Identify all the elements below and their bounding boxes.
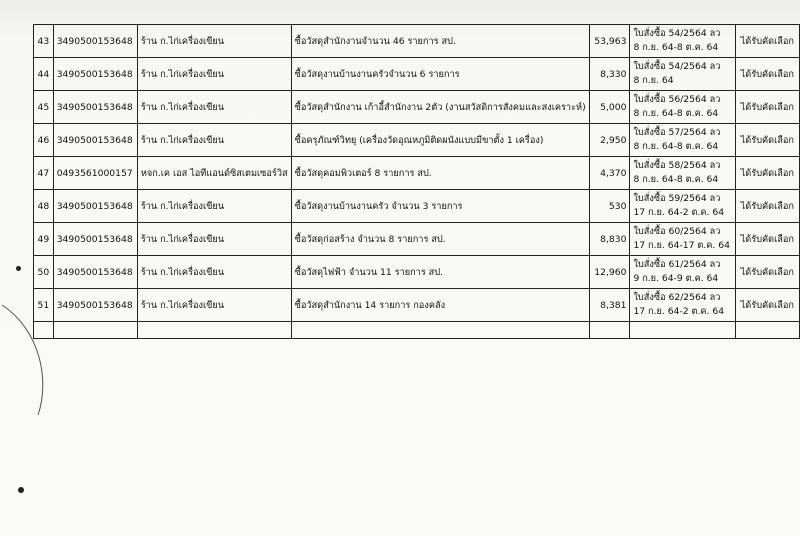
purchase-order-line: ใบสั่งซื้อ 57/2564 ลว (633, 127, 721, 138)
purchase-order-cell (630, 124, 735, 157)
vendor-cell: ร้าน ก.ไก่เครื่องเขียน (137, 91, 291, 124)
amount-cell: 53,963 (589, 25, 630, 58)
purchase-order-line: 8 ก.ย. 64-8 ต.ค. 64 (633, 174, 719, 185)
purchase-order-line: ใบสั่งซื้อ 60/2564 ลว (633, 226, 721, 237)
purchase-order-line: 17 ก.ย. 64-17 ต.ค. 64 (633, 240, 730, 251)
purchase-order-line: 8 ก.ย. 64-8 ต.ค. 64 (633, 141, 719, 152)
purchase-order-cell (630, 190, 735, 223)
vendor-cell: ร้าน ก.ไก่เครื่องเขียน (137, 58, 291, 91)
purchase-order-cell (630, 91, 735, 124)
purchase-order-line: ใบสั่งซื้อ 58/2564 ลว (633, 160, 721, 171)
table-row (34, 91, 800, 124)
purchase-order-line: 8 ก.ย. 64-8 ต.ค. 64 (633, 108, 719, 119)
tax-id-cell: 3490500153648 (53, 124, 137, 157)
tax-id-cell: 3490500153648 (53, 190, 137, 223)
amount-cell: 2,950 (589, 124, 630, 157)
result-cell: ได้รับคัดเลือก (735, 58, 799, 91)
punch-mark-top (16, 266, 21, 271)
purchase-order-line: ใบสั่งซื้อ 54/2564 ลว (633, 28, 721, 39)
empty-cell (735, 322, 799, 339)
row-number: 47 (34, 157, 54, 190)
result-cell: ได้รับคัดเลือก (735, 91, 799, 124)
description-cell: ซื้อวัสดุก่อสร้าง จำนวน 8 รายการ สป. (291, 223, 589, 256)
row-number: 44 (34, 58, 54, 91)
row-number: 45 (34, 91, 54, 124)
vendor-cell: ร้าน ก.ไก่เครื่องเขียน (137, 256, 291, 289)
result-cell: ได้รับคัดเลือก (735, 157, 799, 190)
empty-cell (137, 322, 291, 339)
purchase-order-line: 8 ก.ย. 64-8 ต.ค. 64 (633, 42, 719, 53)
empty-cell (589, 322, 630, 339)
description-cell: ซื้อวัสดุคอมพิวเตอร์ 8 รายการ สป. (291, 157, 589, 190)
result-cell: ได้รับคัดเลือก (735, 223, 799, 256)
table-row (34, 289, 800, 322)
table-row (34, 58, 800, 91)
empty-cell (53, 322, 137, 339)
table-row (34, 223, 800, 256)
tax-id-cell: 3490500153648 (53, 91, 137, 124)
amount-cell: 8,830 (589, 223, 630, 256)
amount-cell: 4,370 (589, 157, 630, 190)
vendor-cell: ร้าน ก.ไก่เครื่องเขียน (137, 25, 291, 58)
purchase-order-line: 8 ก.ย. 64 (633, 75, 674, 86)
purchase-order-line: 17 ก.ย. 64-2 ต.ค. 64 (633, 306, 725, 317)
purchase-order-cell (630, 289, 735, 322)
amount-cell: 5,000 (589, 91, 630, 124)
row-number: 49 (34, 223, 54, 256)
vendor-cell: หจก.เค เอส ไอทีแอนด์ซิสเตมเซอร์วิส (137, 157, 291, 190)
row-number: 43 (34, 25, 54, 58)
description-cell: ซื้อครุภัณฑ์วิทยุ (เครื่องวัดอุณหภูมิติดผนังแบบมีขาตั้ง 1 เครื่อง) (291, 124, 589, 157)
procurement-table (33, 24, 800, 339)
tax-id-cell: 3490500153648 (53, 256, 137, 289)
table-row (34, 124, 800, 157)
tax-id-cell: 3490500153648 (53, 223, 137, 256)
empty-table-row (34, 322, 800, 339)
table-row (34, 190, 800, 223)
tax-id-cell: 3490500153648 (53, 289, 137, 322)
amount-cell: 12,960 (589, 256, 630, 289)
description-cell: ซื้อวัสดุสำนักงานจำนวน 46 รายการ สป. (291, 25, 589, 58)
amount-cell: 530 (589, 190, 630, 223)
purchase-order-line: ใบสั่งซื้อ 61/2564 ลว (633, 259, 721, 270)
row-number: 46 (34, 124, 54, 157)
purchase-order-cell (630, 223, 735, 256)
amount-cell: 8,381 (589, 289, 630, 322)
vendor-cell: ร้าน ก.ไก่เครื่องเขียน (137, 190, 291, 223)
description-cell: ซื้อวัสดุงานบ้านงานครัว จำนวน 3 รายการ (291, 190, 589, 223)
description-cell: ซื้อวัสดุไฟฟ้า จำนวน 11 รายการ สป. (291, 256, 589, 289)
result-cell: ได้รับคัดเลือก (735, 190, 799, 223)
purchase-order-line: ใบสั่งซื้อ 59/2564 ลว (633, 193, 721, 204)
description-cell: ซื้อวัสดุงานบ้านงานครัวจำนวน 6 รายการ (291, 58, 589, 91)
description-cell: ซื้อวัสดุสำนักงาน 14 รายการ กองคลัง (291, 289, 589, 322)
tax-id-cell: 3490500153648 (53, 58, 137, 91)
result-cell: ได้รับคัดเลือก (735, 256, 799, 289)
row-number: 48 (34, 190, 54, 223)
tax-id-cell: 0493561000157 (53, 157, 137, 190)
row-number: 51 (34, 289, 54, 322)
binder-arc-mark (0, 300, 60, 420)
empty-cell (291, 322, 589, 339)
row-number: 50 (34, 256, 54, 289)
vendor-cell: ร้าน ก.ไก่เครื่องเขียน (137, 124, 291, 157)
purchase-order-line: 9 ก.ย. 64-9 ต.ค. 64 (633, 273, 719, 284)
description-cell: ซื้อวัสดุสำนักงาน เก้าอี้สำนักงาน 2ตัว (งานสวัสดิการสังคมและสงเคราะห์) (291, 91, 589, 124)
purchase-order-line: ใบสั่งซื้อ 62/2564 ลว (633, 292, 721, 303)
table-row (34, 256, 800, 289)
purchase-order-line: ใบสั่งซื้อ 56/2564 ลว (633, 94, 721, 105)
table-row (34, 157, 800, 190)
vendor-cell: ร้าน ก.ไก่เครื่องเขียน (137, 289, 291, 322)
purchase-order-line: ใบสั่งซื้อ 54/2564 ลว (633, 61, 721, 72)
purchase-order-cell (630, 58, 735, 91)
purchase-order-line: 17 ก.ย. 64-2 ต.ค. 64 (633, 207, 725, 218)
punch-mark-bottom (18, 487, 24, 493)
tax-id-cell: 3490500153648 (53, 25, 137, 58)
table-row (34, 25, 800, 58)
amount-cell: 8,330 (589, 58, 630, 91)
result-cell: ได้รับคัดเลือก (735, 124, 799, 157)
purchase-order-cell (630, 256, 735, 289)
purchase-order-cell (630, 157, 735, 190)
purchase-order-cell (630, 25, 735, 58)
result-cell: ได้รับคัดเลือก (735, 25, 799, 58)
result-cell: ได้รับคัดเลือก (735, 289, 799, 322)
empty-cell (630, 322, 735, 339)
vendor-cell: ร้าน ก.ไก่เครื่องเขียน (137, 223, 291, 256)
